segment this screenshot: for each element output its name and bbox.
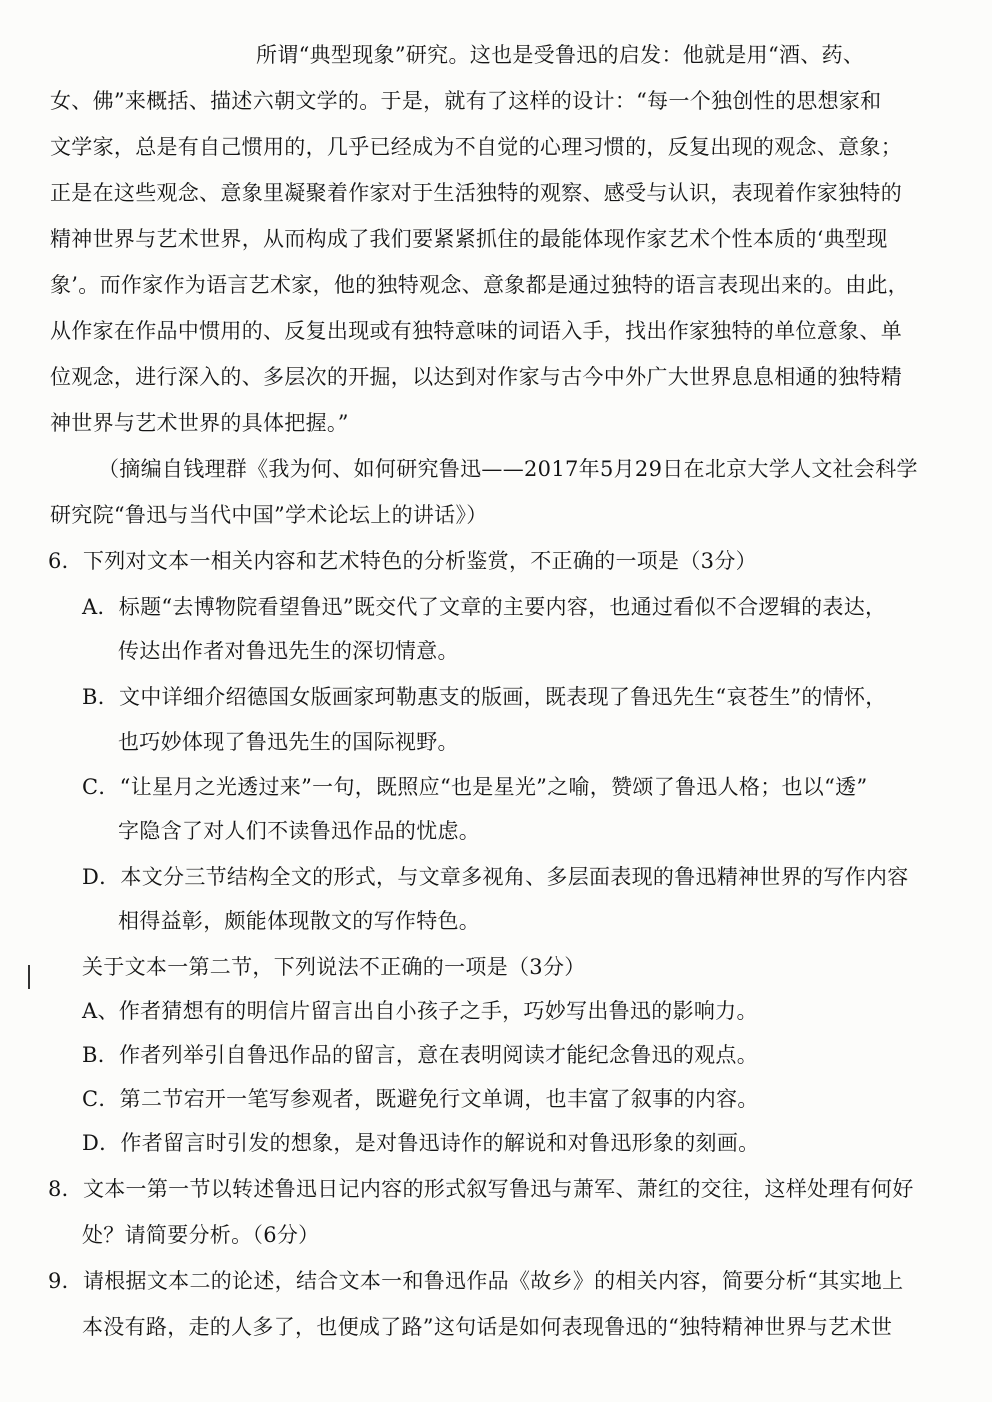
passage-line: 位观念，进行深入的、多层次的开掘，以达到对作家与古今中外广大世界息息相通的独特精	[50, 365, 902, 389]
question-7-option-a: A、作者猜想有的明信片留言出自小孩子之手，巧妙写出鲁迅的影响力。	[82, 999, 758, 1023]
passage-line: 女、佛”来概括、描述六朝文学的。于是，就有了这样的设计：“每一个独创性的思想家和	[50, 89, 882, 113]
question-6-option-a: A．标题“去博物院看望鲁迅”既交代了文章的主要内容，也通过看似不合逻辑的表达，	[82, 595, 887, 619]
passage-line: 精神世界与艺术世界，从而构成了我们要紧紧抓住的最能体现作家艺术个性本质的‘典型现	[50, 227, 888, 251]
passage-line: 神世界与艺术世界的具体把握。”	[50, 411, 349, 435]
source-citation-line: 研究院“鲁迅与当代中国”学术论坛上的讲话》）	[50, 503, 488, 527]
source-citation-line: （摘编自钱理群《我为何、如何研究鲁迅——2017年5月29日在北京大学人文社会科学	[98, 457, 918, 481]
question-7-stem: 关于文本一第二节，下列说法不正确的一项是（3分）	[82, 955, 586, 979]
question-6-option-c-cont: 字隐含了对人们不读鲁迅作品的忧虑。	[118, 819, 481, 843]
question-6-stem: 6．下列对文本一相关内容和艺术特色的分析鉴赏，不正确的一项是（3分）	[48, 549, 757, 573]
question-6-option-b-cont: 也巧妙体现了鲁迅先生的国际视野。	[118, 730, 459, 754]
question-9-line: 本没有路，走的人多了，也便成了路”这句话是如何表现鲁迅的“独特精神世界与艺术世	[82, 1315, 893, 1339]
question-6-option-c: C．“让星月之光透过来”一句，既照应“也是星光”之喻，赞颂了鲁迅人格；也以“透”	[82, 775, 868, 799]
question-7-option-c: C．第二节宕开一笔写参观者，既避免行文单调，也丰富了叙事的内容。	[82, 1087, 759, 1111]
question-6-option-b: B．文中详细介绍德国女版画家珂勒惠支的版画，既表现了鲁迅先生“哀苍生”的情怀，	[82, 685, 887, 709]
question-9-line: 9．请根据文本二的论述，结合文本一和鲁迅作品《故乡》的相关内容，简要分析“其实地上	[48, 1269, 904, 1293]
margin-mark	[28, 965, 30, 989]
question-7-option-b: B．作者列举引自鲁迅作品的留言，意在表明阅读才能纪念鲁迅的观点。	[82, 1043, 759, 1067]
question-6-option-d: D．本文分三节结构全文的形式，与文章多视角、多层面表现的鲁迅精神世界的写作内容	[82, 865, 909, 889]
question-6-option-a-cont: 传达出作者对鲁迅先生的深切情意。	[118, 639, 459, 663]
question-8-line: 处？请简要分析。（6分）	[82, 1223, 320, 1247]
question-7-option-d: D．作者留言时引发的想象，是对鲁迅诗作的解说和对鲁迅形象的刻画。	[82, 1131, 760, 1155]
passage-line: 象’。而作家作为语言艺术家，他的独特观念、意象都是通过独特的语言表现出来的。由此，	[50, 273, 909, 297]
passage-line: 从作家在作品中惯用的、反复出现或有独特意味的词语入手，找出作家独特的单位意象、单	[50, 319, 902, 343]
question-8-line: 8．文本一第一节以转述鲁迅日记内容的形式叙写鲁迅与萧军、萧红的交往，这样处理有何好	[48, 1177, 914, 1201]
passage-line: 文学家，总是有自己惯用的，几乎已经成为不自觉的心理习惯的，反复出现的观念、意象；	[50, 135, 902, 159]
question-6-option-d-cont: 相得益彰，颇能体现散文的写作特色。	[118, 909, 481, 933]
passage-line: 正是在这些观念、意象里凝聚着作家对于生活独特的观察、感受与认识，表现着作家独特的	[50, 181, 902, 205]
passage-line: 所谓“典型现象”研究。这也是受鲁迅的启发：他就是用“酒、药、	[256, 43, 865, 67]
